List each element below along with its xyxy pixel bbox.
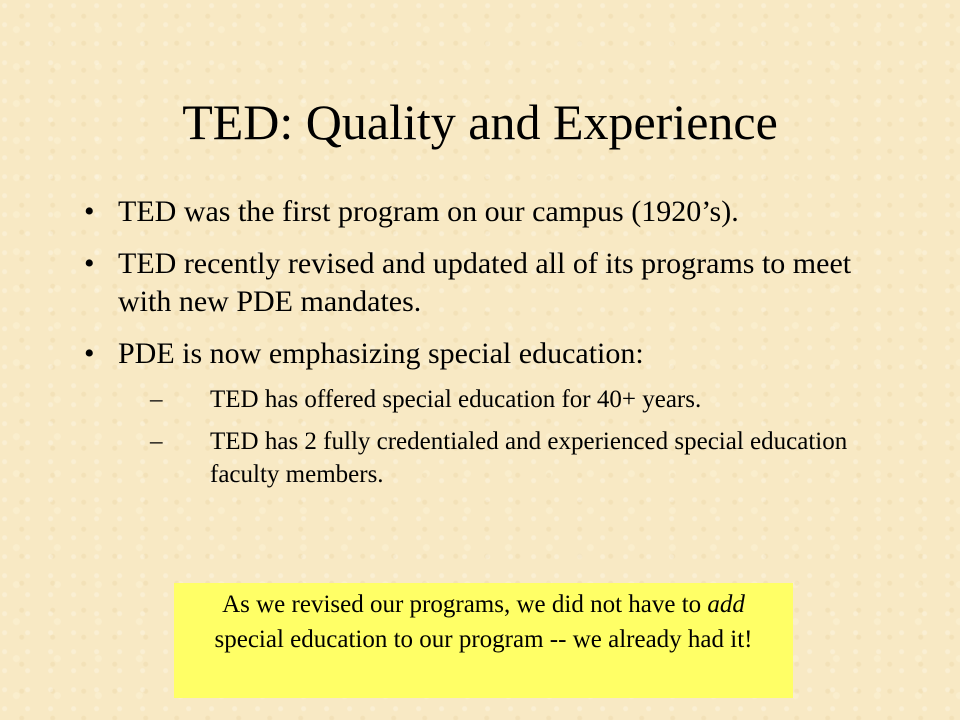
- bullet-text: TED was the first program on our campus (1920’s).: [118, 195, 739, 228]
- bullet-item: [84, 193, 864, 231]
- bullet-text: TED recently revised and updated all of its programs to meet with new PDE mandates.: [118, 247, 852, 318]
- slide-title: TED: Quality and Experience: [182, 94, 778, 150]
- callout-text-before: As we revised our programs, we did not have to: [222, 591, 708, 618]
- sub-bullet-item: [150, 425, 864, 491]
- callout-text-after: special education to our program -- we already had it!: [214, 626, 753, 653]
- bullet-marker: •: [84, 247, 95, 280]
- bullet-item: [84, 335, 864, 373]
- bullet-marker: •: [84, 337, 95, 370]
- bullet-text: PDE is now emphasizing special education:: [118, 337, 644, 370]
- sub-bullet-marker: –: [150, 428, 163, 455]
- callout-box: [174, 583, 793, 698]
- callout-emphasis: add: [707, 591, 745, 618]
- bullet-list: [84, 193, 864, 500]
- sub-bullet-marker: –: [150, 386, 163, 413]
- sub-bullet-list: [150, 383, 864, 491]
- sub-bullet-item: [150, 383, 864, 416]
- sub-bullet-text: TED has offered special education for 40+ years.: [210, 386, 702, 413]
- sub-bullet-text: TED has 2 fully credentialed and experienced special education faculty members.: [210, 428, 848, 488]
- bullet-item: [84, 245, 864, 321]
- bullet-marker: •: [84, 195, 95, 228]
